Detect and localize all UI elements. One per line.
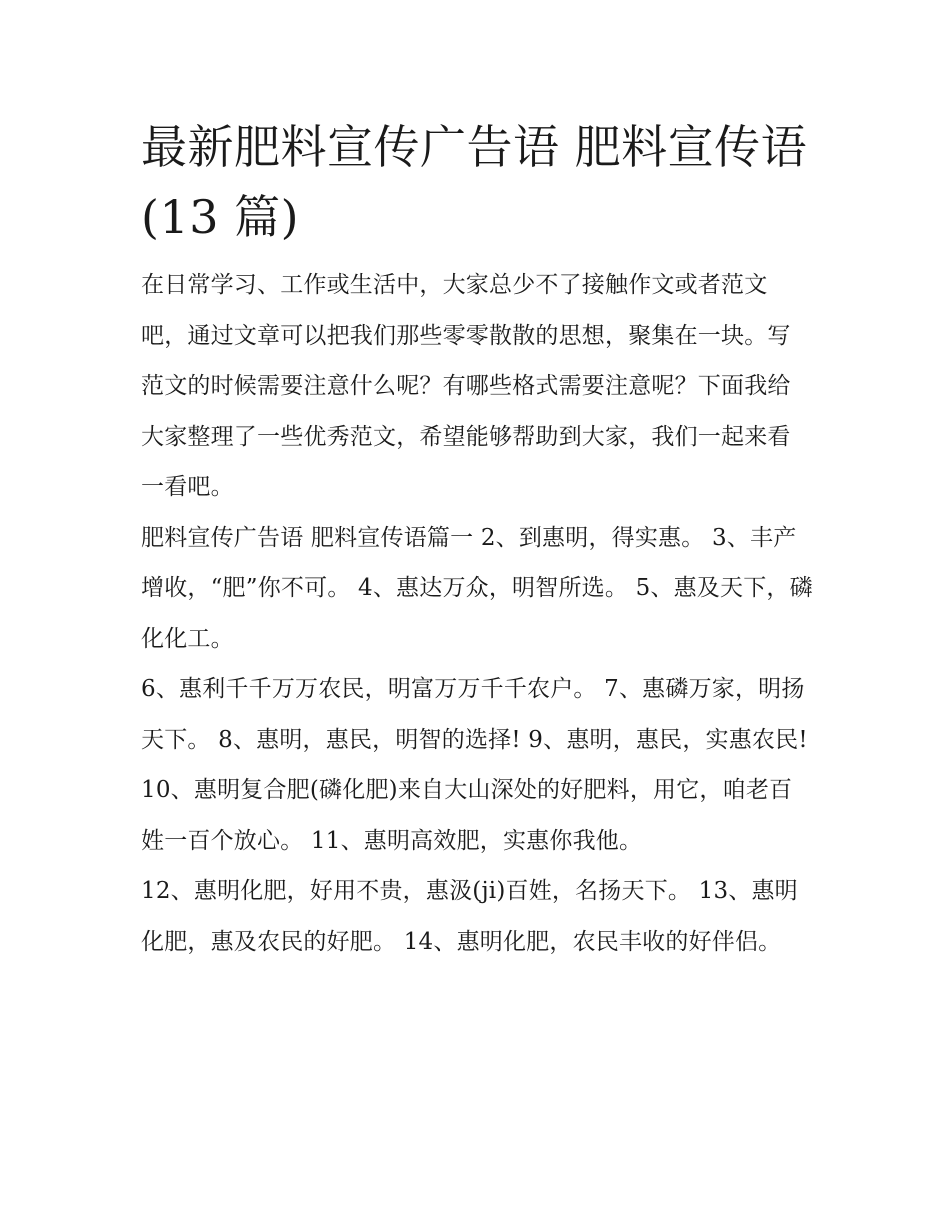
slogan-paragraph-3: 10、惠明复合肥(磷化肥)来自大山深处的好肥料，用它，咱老百姓一百个放心。 11、惠明高效肥，实惠你我他。 bbox=[141, 777, 793, 854]
document-page bbox=[141, 112, 813, 967]
slogan-paragraph-4: 12、惠明化肥，好用不贵，惠汲(ji)百姓，名扬天下。 13、惠明化肥，惠及农民的好肥。 14、惠明化肥，农民丰收的好伴侣。 bbox=[141, 878, 798, 955]
slogan-paragraph-1: 肥料宣传广告语 肥料宣传语篇一 2、到惠明，得实惠。 3、丰产增收，“肥”你不可。 4、惠达万众，明智所选。 5、惠及天下，磷化化工。 bbox=[141, 524, 813, 652]
slogan-paragraph-2: 6、惠利千千万万农民，明富万万千千农户。 7、惠磷万家，明扬天下。 8、惠明，惠民，明智的选择! 9、惠明，惠民，实惠农民! bbox=[141, 676, 808, 753]
document-title: 最新肥料宣传广告语 肥料宣传语(13 篇) bbox=[141, 120, 808, 244]
intro-paragraph: 在日常学习、工作或生活中，大家总少不了接触作文或者范文吧，通过文章可以把我们那些零零散散的思想，聚集在一块。写范文的时候需要注意什么呢？有哪些格式需要注意呢？下面我给大家整理了一些优秀范文，希望能够帮助到大家，我们一起来看一看吧。 bbox=[141, 272, 791, 500]
